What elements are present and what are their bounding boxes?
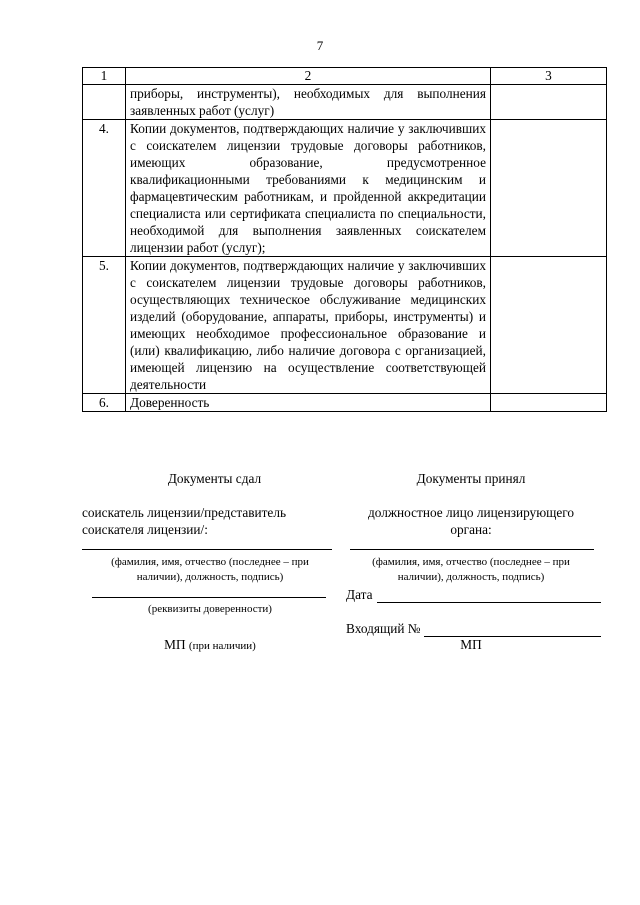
official-fio-caption-line1: (фамилия, имя, отчество (последнее – при <box>372 556 570 568</box>
official-signature-line[interactable] <box>350 549 594 550</box>
applicant-stamp <box>82 636 338 654</box>
submitted-heading: Документы сдал <box>167 471 262 486</box>
date-row <box>346 586 601 603</box>
documents-table <box>82 67 607 412</box>
row-text: Копии документов, подтверждающих наличие у заключивших с соискателем лицензии трудовые договоры работников, имеющих образование, предусмотренное квалификационными требованиями к медицинским и фармацевтическим работникам, и пройденной аккредитации специалиста или сертификата специалиста по специальности, необходимой для выполнения заявленных соискателем лицензии работ (услуг); <box>126 120 491 257</box>
table-header-cell: 1 <box>83 68 126 85</box>
table-header-cell: 2 <box>126 68 491 85</box>
official-role <box>346 504 596 538</box>
table-row <box>83 257 607 394</box>
row-note <box>491 120 607 257</box>
incoming-row <box>346 620 601 637</box>
stamp-note: (при наличии) <box>188 640 256 652</box>
applicant-fio-caption-line2: наличии), должность, подпись) <box>136 571 284 583</box>
official-role-line2: органа: <box>450 522 492 537</box>
date-label: Дата <box>346 587 373 602</box>
page-number: 7 <box>316 38 324 53</box>
stamp-label: МП <box>164 637 186 652</box>
power-of-attorney-caption: (реквизиты доверенности) <box>148 603 272 615</box>
row-number: 5. <box>83 257 126 394</box>
power-of-attorney-line[interactable] <box>92 597 326 598</box>
applicant-role <box>82 504 347 538</box>
table-row <box>83 394 607 412</box>
row-note <box>491 85 607 120</box>
official-stamp: МП <box>460 637 482 652</box>
table-row <box>83 120 607 257</box>
row-text: Доверенность <box>126 394 491 412</box>
row-note <box>491 394 607 412</box>
row-number: 6. <box>83 394 126 412</box>
row-text: Копии документов, подтверждающих наличие у заключивших с соискателем лицензии трудовые договоры работников, осуществляющих техническое обслуживание медицинских изделий (оборудование, аппараты, приборы, инструменты) и имеющих необходимое профессиональное образование и (или) квалификацию, либо наличие договора с организацией, имеющей лицензию на осуществление соответствующей деятельности <box>126 257 491 394</box>
applicant-fio-caption <box>82 555 338 585</box>
official-role-line1: должностное лицо лицензирующего <box>367 505 575 520</box>
received-heading: Документы принял <box>416 471 526 486</box>
table-row <box>83 85 607 120</box>
table-header-cell: 3 <box>491 68 607 85</box>
table-header-row <box>83 68 607 85</box>
official-fio-caption-line2: наличии), должность, подпись) <box>397 571 545 583</box>
applicant-role-line2: соискателя лицензии/: <box>82 522 208 537</box>
applicant-signature-line[interactable] <box>82 549 332 550</box>
date-field[interactable] <box>377 588 601 603</box>
official-fio-caption <box>346 555 596 585</box>
row-number <box>83 85 126 120</box>
applicant-fio-caption-line1: (фамилия, имя, отчество (последнее – при <box>111 556 309 568</box>
row-note <box>491 257 607 394</box>
row-number: 4. <box>83 120 126 257</box>
row-text: приборы, инструменты), необходимых для выполнения заявленных работ (услуг) <box>126 85 491 120</box>
incoming-label: Входящий № <box>346 621 421 636</box>
incoming-number-field[interactable] <box>424 622 601 637</box>
applicant-role-line1: соискатель лицензии/представитель <box>82 505 287 520</box>
